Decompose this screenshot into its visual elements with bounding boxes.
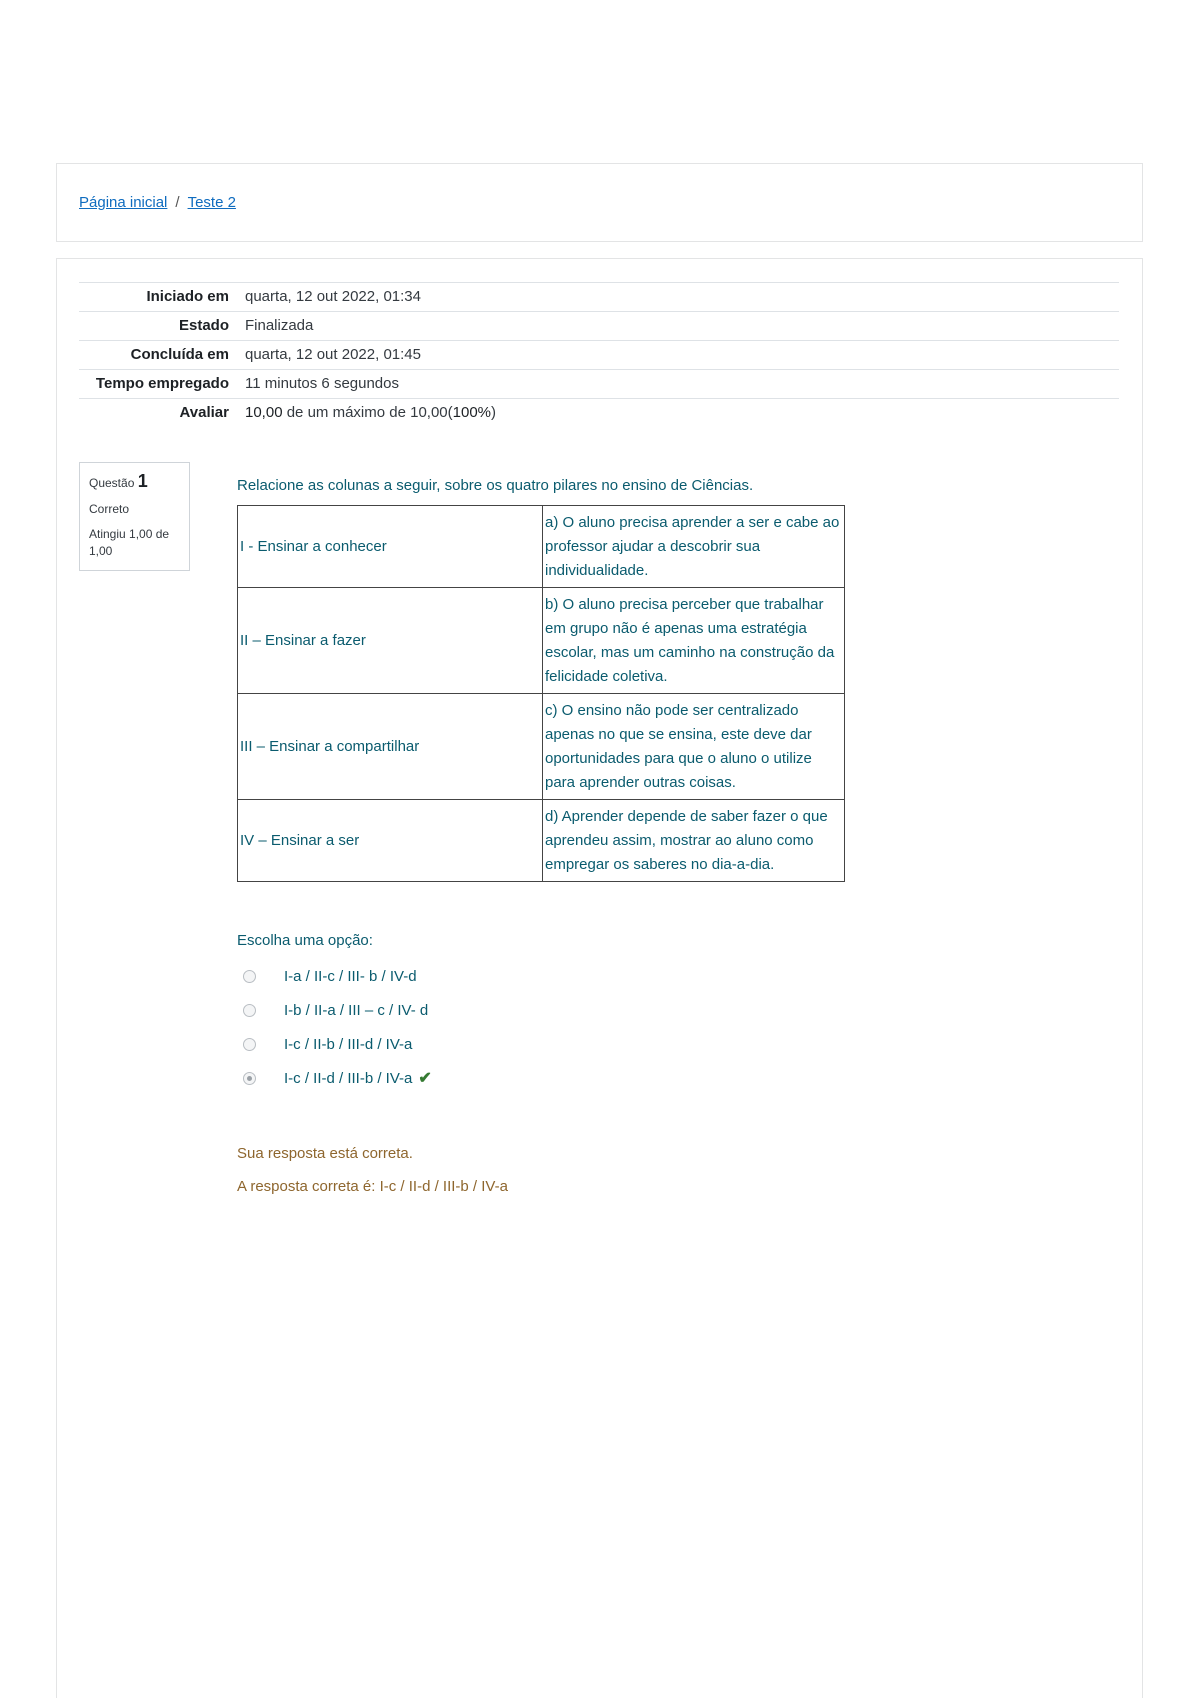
matching-row <box>238 800 845 882</box>
answer-option-selected[interactable] <box>243 1061 432 1095</box>
attempt-summary-table <box>79 282 1119 427</box>
answer-option-label: I-b / II-a / III – c / IV- d <box>284 1001 429 1019</box>
matching-right-cell: c) O ensino não pode ser centralizado apenas no que se ensina, este deve dar oportunidades para que o aluno o utilize para aprender outras coisas. <box>543 694 845 800</box>
question-number-value: 1 <box>137 471 148 491</box>
feedback-text: Sua resposta está correta. <box>237 1145 413 1162</box>
right-answer-text: A resposta correta é: I-c / II-d / III-b / IV-a <box>237 1178 508 1195</box>
breadcrumb <box>79 194 236 211</box>
summary-row-started <box>79 283 1119 312</box>
breadcrumb-current-link[interactable]: Teste 2 <box>187 194 236 211</box>
summary-value: 11 minutos 6 segundos <box>245 375 399 392</box>
summary-value: Finalizada <box>245 317 314 334</box>
matching-right-cell: b) O aluno precisa perceber que trabalhar em grupo não é apenas uma estratégia escolar, mas um caminho na construção da felicidade coletiva. <box>543 588 845 694</box>
summary-label: Iniciado em <box>146 288 229 305</box>
matching-table <box>237 505 845 882</box>
radio-button[interactable] <box>243 1038 256 1051</box>
summary-row-state <box>79 312 1119 341</box>
matching-right-cell: a) O aluno precisa aprender a ser e cabe ao professor ajudar a descobrir sua individualidade. <box>543 506 845 588</box>
radio-button[interactable] <box>243 970 256 983</box>
answer-option[interactable] <box>243 959 432 993</box>
matching-left-cell: IV – Ensinar a ser <box>238 800 543 882</box>
summary-value: quarta, 12 out 2022, 01:45 <box>245 346 421 363</box>
question-info-box <box>79 462 190 571</box>
matching-left-cell: I - Ensinar a conhecer <box>238 506 543 588</box>
check-icon: ✔ <box>418 1070 432 1087</box>
main-card <box>56 258 1143 1698</box>
choose-option-prompt: Escolha uma opção: <box>237 932 373 949</box>
answer-option[interactable] <box>243 1027 432 1061</box>
grade-max: de um máximo de 10,00( <box>282 404 453 421</box>
summary-label: Estado <box>178 317 229 334</box>
summary-value <box>237 399 1119 428</box>
answer-option-label: I-a / II-c / III- b / IV-d <box>284 967 417 985</box>
radio-button-checked[interactable] <box>243 1072 256 1085</box>
summary-value: quarta, 12 out 2022, 01:34 <box>245 288 421 305</box>
matching-right-cell: d) Aprender depende de saber fazer o que aprendeu assim, mostrar ao aluno como empregar os saberes no dia-a-dia. <box>543 800 845 882</box>
matching-left-cell: II – Ensinar a fazer <box>238 588 543 694</box>
question-state: Correto <box>89 502 130 516</box>
question-grade: Atingiu 1,00 de 1,00 <box>89 527 170 558</box>
summary-row-grade <box>79 399 1119 428</box>
question-number-label: Questão <box>89 476 135 490</box>
grade-percent: 100% <box>452 404 492 421</box>
answer-option[interactable] <box>243 993 432 1027</box>
grade-close: ) <box>491 404 497 421</box>
breadcrumb-card <box>56 163 1143 242</box>
answer-option-label: I-c / II-d / III-b / IV-a <box>284 1069 413 1087</box>
question-text: Relacione as colunas a seguir, sobre os quatro pilares no ensino de Ciências. <box>237 477 754 494</box>
answer-option-label: I-c / II-b / III-d / IV-a <box>284 1035 413 1053</box>
radio-button[interactable] <box>243 1004 256 1017</box>
grade-score: 10,00 <box>245 404 283 421</box>
answer-options <box>243 959 432 1095</box>
question-number <box>89 471 180 492</box>
breadcrumb-separator: / <box>175 194 180 211</box>
matching-row <box>238 506 845 588</box>
summary-label: Avaliar <box>179 404 229 421</box>
matching-left-cell: III – Ensinar a compartilhar <box>238 694 543 800</box>
matching-row <box>238 694 845 800</box>
matching-row <box>238 588 845 694</box>
summary-label: Tempo empregado <box>95 375 229 392</box>
summary-row-time-taken <box>79 370 1119 399</box>
summary-label: Concluída em <box>130 346 229 363</box>
summary-row-completed <box>79 341 1119 370</box>
feedback-block <box>237 1145 508 1211</box>
breadcrumb-home-link[interactable]: Página inicial <box>79 194 168 211</box>
